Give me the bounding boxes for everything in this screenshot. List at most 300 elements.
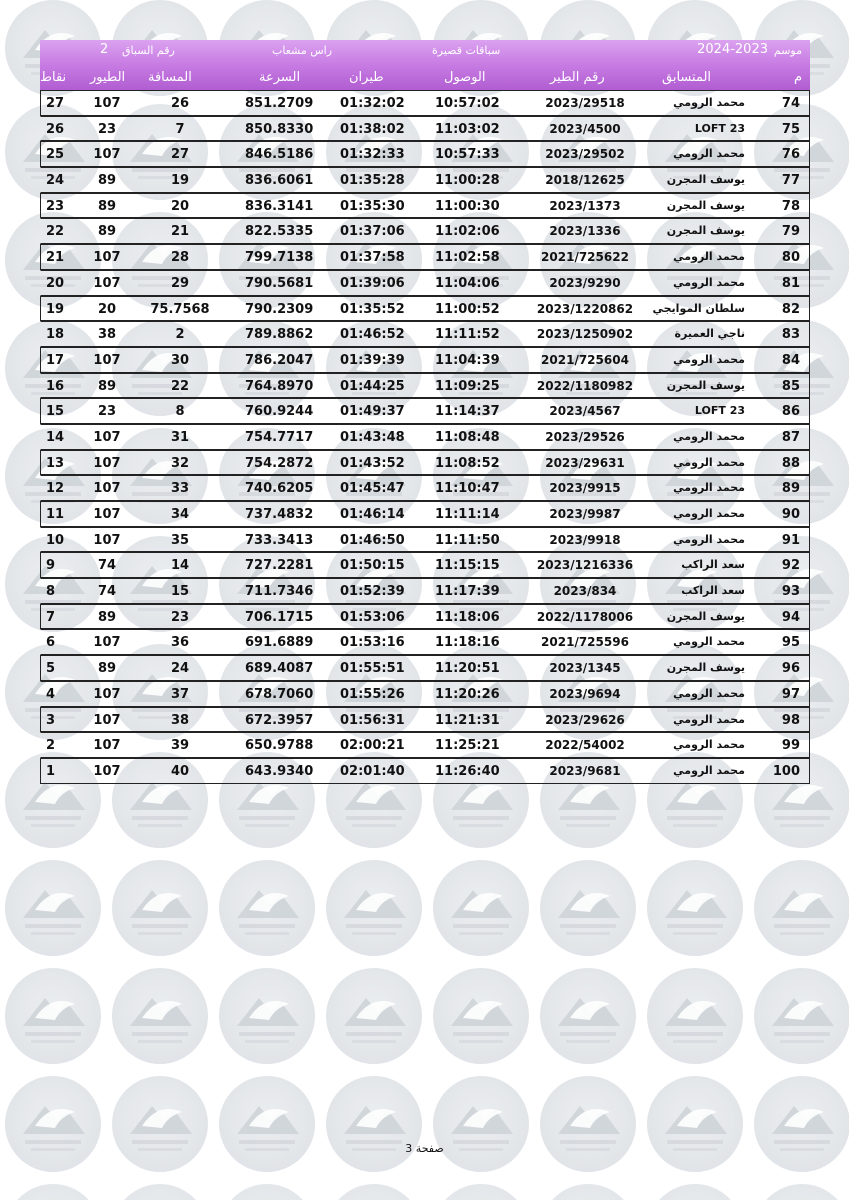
watermark-logo — [540, 968, 636, 1064]
arrival-cell: 11:20:51 — [435, 661, 500, 677]
ring-number-cell: 2023/9987 — [549, 507, 621, 521]
rank-cell: 86 — [781, 404, 800, 420]
birds-cell: 107 — [93, 96, 121, 111]
points-cell: 19 — [46, 301, 65, 317]
flight-time-cell: 01:46:50 — [340, 532, 405, 548]
arrival-cell: 11:21:31 — [435, 712, 500, 728]
table-row — [40, 475, 810, 501]
rank-cell: 95 — [781, 635, 800, 651]
name-cell: يوسف المجرن — [666, 173, 745, 187]
watermark-logo — [112, 968, 208, 1064]
col-header-rank: م — [793, 70, 802, 85]
watermark-logo — [754, 968, 849, 1064]
flight-time-cell: 01:39:06 — [340, 275, 405, 291]
points-cell: 10 — [46, 532, 65, 548]
birds-cell: 107 — [93, 763, 121, 779]
ring-number-cell: 2023/29518 — [545, 96, 625, 110]
name-cell: محمد الرومي — [673, 763, 745, 777]
ring-number-cell: 2023/9918 — [549, 532, 621, 547]
points-cell: 6 — [46, 635, 56, 651]
speed-cell: 790.2309 — [245, 301, 314, 317]
speed-cell: 727.2281 — [245, 558, 314, 574]
birds-cell: 23 — [97, 404, 117, 420]
birds-cell: 107 — [93, 507, 121, 522]
col-header-arrival: الوصول — [444, 70, 486, 85]
flight-time-cell: 01:35:52 — [340, 301, 405, 317]
points-cell: 3 — [46, 712, 56, 728]
ring-number-cell: 2023/9694 — [549, 686, 621, 701]
watermark-logo — [647, 860, 743, 956]
flight-time-cell: 01:38:02 — [340, 121, 405, 137]
distance-cell: 36 — [170, 635, 190, 651]
speed-cell: 789.8862 — [245, 327, 314, 343]
name-cell: يوسف المجرن — [666, 224, 745, 238]
table-row — [40, 167, 810, 193]
rank-cell: 100 — [772, 763, 800, 779]
watermark-logo — [433, 1184, 529, 1200]
ring-number-cell: 2023/29631 — [545, 455, 625, 470]
watermark-logo — [433, 1076, 529, 1172]
ring-number-cell: 2023/1220862 — [536, 301, 634, 316]
table-row — [40, 655, 810, 681]
watermark-logo — [326, 860, 422, 956]
ring-number-cell: 2023/1250902 — [536, 327, 634, 342]
name-cell: محمد الرومي — [673, 147, 745, 161]
points-cell: 25 — [46, 147, 65, 163]
arrival-cell: 11:02:58 — [435, 250, 500, 266]
distance-cell: 39 — [170, 738, 190, 754]
ring-number-cell: 2023/834 — [553, 584, 617, 599]
flight-time-cell: 01:43:52 — [340, 455, 405, 471]
rank-cell: 75 — [781, 121, 800, 137]
table-row — [40, 90, 810, 116]
distance-cell: 24 — [170, 661, 190, 677]
arrival-cell: 11:09:25 — [435, 378, 500, 394]
points-cell: 23 — [46, 198, 65, 214]
points-cell: 22 — [46, 224, 65, 240]
speed-cell: 764.8970 — [245, 378, 314, 394]
table-row — [40, 629, 810, 655]
speed-cell: 733.3413 — [245, 532, 314, 548]
flight-time-cell: 01:35:28 — [340, 173, 405, 189]
distance-cell: 2 — [175, 327, 185, 343]
name-cell: محمد الرومي — [673, 712, 745, 726]
results-sheet — [40, 40, 810, 784]
speed-cell: 850.8330 — [245, 121, 314, 137]
birds-cell: 74 — [97, 558, 117, 574]
ring-number-cell: 2021/725596 — [541, 635, 629, 650]
flight-time-cell: 01:53:06 — [340, 609, 405, 625]
arrival-cell: 11:11:52 — [435, 327, 500, 343]
birds-cell: 23 — [97, 121, 117, 137]
watermark-logo — [219, 860, 315, 956]
speed-cell: 672.3957 — [245, 712, 314, 728]
table-row — [40, 681, 810, 707]
distance-cell: 7 — [175, 121, 185, 137]
watermark-logo — [433, 860, 529, 956]
birds-cell: 107 — [93, 147, 121, 163]
ring-number-cell: 2022/1180982 — [536, 378, 634, 393]
birds-cell: 107 — [93, 532, 121, 548]
arrival-cell: 11:00:28 — [435, 173, 500, 189]
speed-cell: 760.9244 — [245, 404, 314, 420]
distance-cell: 31 — [170, 429, 190, 445]
watermark-logo — [219, 1076, 315, 1172]
table-row — [40, 347, 810, 373]
race-number-label: رقم السباق — [122, 44, 175, 57]
flight-time-cell: 02:00:21 — [340, 738, 405, 754]
arrival-cell: 11:26:40 — [435, 763, 500, 779]
distance-cell: 35 — [170, 532, 190, 548]
flight-time-cell: 01:32:02 — [340, 96, 405, 111]
season-label: موسم — [773, 44, 802, 57]
table-row — [40, 141, 810, 167]
rank-cell: 87 — [781, 429, 800, 445]
birds-cell: 107 — [93, 635, 121, 651]
table-row — [40, 218, 810, 244]
speed-cell: 650.9788 — [245, 738, 314, 754]
name-cell: محمد الرومي — [673, 275, 745, 289]
rank-cell: 99 — [781, 738, 800, 754]
speed-cell: 790.5681 — [245, 275, 314, 291]
ring-number-cell: 2018/12625 — [545, 173, 625, 188]
speed-cell: 846.5186 — [245, 147, 314, 163]
name-cell: محمد الرومي — [673, 738, 745, 752]
speed-cell: 799.7138 — [245, 250, 314, 266]
birds-cell: 89 — [97, 378, 117, 394]
ring-number-cell: 2022/1178006 — [536, 609, 634, 624]
points-cell: 18 — [46, 327, 65, 343]
points-cell: 21 — [46, 250, 65, 266]
birds-cell: 89 — [97, 198, 117, 214]
distance-cell: 27 — [170, 147, 190, 163]
distance-cell: 19 — [170, 173, 190, 189]
points-cell: 9 — [46, 558, 56, 574]
name-cell: يوسف المجرن — [666, 609, 745, 623]
ring-number-cell: 2023/1345 — [549, 661, 621, 676]
rank-cell: 84 — [781, 352, 800, 368]
points-cell: 11 — [46, 507, 65, 522]
watermark-logo — [5, 860, 101, 956]
watermark-logo — [219, 1184, 315, 1200]
name-cell: محمد الرومي — [673, 532, 745, 546]
points-cell: 12 — [46, 481, 65, 497]
points-cell: 26 — [46, 121, 65, 137]
table-row — [40, 373, 810, 399]
speed-cell: 836.3141 — [245, 198, 314, 214]
speed-cell: 706.1715 — [245, 609, 314, 625]
watermark-logo — [326, 1076, 422, 1172]
table-row — [40, 450, 810, 476]
points-cell: 17 — [46, 352, 65, 368]
arrival-cell: 11:10:47 — [435, 481, 500, 497]
watermark-logo — [647, 1076, 743, 1172]
rank-cell: 80 — [781, 250, 800, 266]
ring-number-cell: 2022/54002 — [545, 738, 625, 753]
rank-cell: 74 — [781, 96, 800, 111]
flight-time-cell: 01:55:51 — [340, 661, 405, 677]
name-cell: يوسف المجرن — [666, 378, 745, 392]
rank-cell: 85 — [781, 378, 800, 394]
distance-cell: 29 — [170, 275, 190, 291]
watermark-logo — [433, 968, 529, 1064]
distance-cell: 32 — [170, 455, 190, 471]
arrival-cell: 11:18:06 — [435, 609, 500, 625]
birds-cell: 107 — [93, 712, 121, 728]
points-cell: 15 — [46, 404, 65, 420]
arrival-cell: 11:00:52 — [435, 301, 500, 317]
birds-cell: 89 — [97, 661, 117, 677]
col-header-points: نقاط — [40, 70, 67, 85]
watermark-logo — [647, 968, 743, 1064]
arrival-cell: 11:25:21 — [435, 738, 500, 754]
points-cell: 4 — [46, 686, 56, 702]
table-row — [40, 398, 810, 424]
speed-cell: 786.2047 — [245, 352, 314, 368]
table-row — [40, 270, 810, 296]
arrival-cell: 11:17:39 — [435, 584, 500, 600]
flight-time-cell: 01:32:33 — [340, 147, 405, 163]
name-cell: محمد الرومي — [673, 429, 745, 443]
ring-number-cell: 2023/1336 — [549, 224, 621, 239]
points-cell: 2 — [46, 738, 56, 754]
rank-cell: 96 — [781, 661, 800, 677]
name-cell: ناجي العميرة — [674, 327, 745, 341]
speed-cell: 822.5335 — [245, 224, 314, 240]
flight-time-cell: 01:44:25 — [340, 378, 405, 394]
speed-cell: 740.6205 — [245, 481, 314, 497]
col-header-distance: المسافة — [148, 70, 192, 85]
ring-number-cell: 2023/29502 — [545, 147, 625, 162]
name-cell: سعد الراكب — [681, 558, 745, 572]
flight-time-cell: 01:45:47 — [340, 481, 405, 497]
ring-number-cell: 2023/1216336 — [536, 558, 634, 573]
points-cell: 7 — [46, 609, 56, 625]
birds-cell: 107 — [93, 455, 121, 471]
watermark-logo — [647, 1184, 743, 1200]
table-row — [40, 296, 810, 322]
speed-cell: 711.7346 — [245, 584, 314, 600]
arrival-cell: 11:02:06 — [435, 224, 500, 240]
flight-time-cell: 01:46:14 — [340, 507, 405, 522]
birds-cell: 89 — [97, 224, 117, 240]
watermark-logo — [754, 1184, 849, 1200]
arrival-cell: 11:20:26 — [435, 686, 500, 702]
col-header-name: المتسابق — [662, 70, 712, 85]
arrival-cell: 11:04:06 — [435, 275, 500, 291]
ring-number-cell: 2021/725622 — [541, 250, 629, 265]
name-cell: محمد الرومي — [673, 686, 745, 700]
birds-cell: 89 — [97, 609, 117, 625]
points-cell: 1 — [46, 763, 56, 779]
ring-number-cell: 2023/9915 — [549, 481, 621, 496]
table-row — [40, 193, 810, 219]
table-row — [40, 578, 810, 604]
points-cell: 27 — [46, 96, 65, 111]
name-cell: محمد الرومي — [673, 250, 745, 264]
flight-time-cell: 01:35:30 — [340, 198, 405, 214]
name-cell: محمد الرومي — [673, 481, 745, 495]
birds-cell: 38 — [97, 327, 117, 343]
race-category: سباقات قصيرة — [432, 44, 501, 57]
watermark-logo — [754, 860, 849, 956]
birds-cell: 107 — [93, 686, 121, 702]
points-cell: 8 — [46, 584, 56, 600]
name-cell: يوسف المجرن — [666, 198, 745, 212]
table-row — [40, 424, 810, 450]
speed-cell: 689.4087 — [245, 661, 314, 677]
distance-cell: 22 — [170, 378, 190, 394]
ring-number-cell: 2023/29626 — [545, 712, 625, 727]
table-row — [40, 116, 810, 142]
birds-cell: 107 — [93, 275, 121, 291]
watermark-logo — [540, 860, 636, 956]
watermark-logo — [219, 968, 315, 1064]
points-cell: 20 — [46, 275, 65, 291]
speed-cell: 691.6889 — [245, 635, 314, 651]
flight-time-cell: 01:43:48 — [340, 429, 405, 445]
name-cell: محمد الرومي — [673, 352, 745, 366]
distance-cell: 15 — [170, 584, 190, 600]
ring-number-cell: 2021/725604 — [541, 352, 629, 367]
speed-cell: 754.7717 — [245, 429, 314, 445]
rank-cell: 89 — [781, 481, 800, 497]
flight-time-cell: 01:49:37 — [340, 404, 405, 420]
flight-time-cell: 01:56:31 — [340, 712, 405, 728]
arrival-cell: 11:00:30 — [435, 198, 500, 214]
arrival-cell: 11:08:48 — [435, 429, 500, 445]
speed-cell: 754.2872 — [245, 455, 314, 471]
points-cell: 16 — [46, 378, 65, 394]
table-row — [40, 758, 810, 784]
rank-cell: 97 — [781, 686, 800, 702]
ring-number-cell: 2023/9290 — [549, 275, 621, 290]
points-cell: 14 — [46, 429, 65, 445]
points-cell: 5 — [46, 661, 56, 677]
watermark-logo — [540, 1076, 636, 1172]
birds-cell: 107 — [93, 481, 121, 497]
table-row — [40, 527, 810, 553]
name-cell: محمد الرومي — [673, 635, 745, 649]
ring-number-cell: 2023/9681 — [549, 763, 621, 778]
table-row — [40, 552, 810, 578]
col-header-speed: السرعة — [259, 70, 301, 85]
table-row — [40, 707, 810, 733]
distance-cell: 75.7568 — [150, 301, 210, 317]
table-row — [40, 732, 810, 758]
distance-cell: 20 — [170, 198, 190, 214]
speed-cell: 643.9340 — [245, 763, 314, 779]
speed-cell: 678.7060 — [245, 686, 314, 702]
speed-cell: 851.2709 — [245, 96, 314, 111]
ring-number-cell: 2023/1373 — [549, 198, 621, 213]
rank-cell: 77 — [781, 173, 800, 189]
watermark-logo — [112, 1184, 208, 1200]
name-cell: LOFT 23 — [694, 404, 745, 418]
ring-number-cell: 2023/4500 — [549, 121, 621, 136]
rank-cell: 79 — [781, 224, 800, 240]
points-cell: 13 — [46, 455, 65, 471]
watermark-logo — [5, 968, 101, 1064]
arrival-cell: 11:15:15 — [435, 558, 500, 574]
distance-cell: 8 — [175, 404, 185, 420]
rank-cell: 76 — [781, 147, 800, 163]
birds-cell: 107 — [93, 250, 121, 266]
watermark-logo — [754, 1076, 849, 1172]
rank-cell: 98 — [781, 712, 800, 728]
name-cell: محمد الرومي — [673, 455, 745, 469]
rank-cell: 91 — [781, 532, 800, 548]
flight-time-cell: 01:55:26 — [340, 686, 405, 702]
speed-cell: 836.6061 — [245, 173, 314, 189]
distance-cell: 28 — [170, 250, 190, 266]
flight-time-cell: 01:39:39 — [340, 352, 405, 368]
watermark-logo — [5, 1076, 101, 1172]
rank-cell: 88 — [781, 455, 800, 471]
watermark-logo — [5, 1184, 101, 1200]
rank-cell: 90 — [781, 507, 800, 522]
flight-time-cell: 01:37:58 — [340, 250, 405, 266]
watermark-logo — [326, 1184, 422, 1200]
flight-time-cell: 01:53:16 — [340, 635, 405, 651]
distance-cell: 26 — [170, 96, 190, 111]
page-number: صفحة 3 — [405, 1142, 444, 1155]
birds-cell: 107 — [93, 738, 121, 754]
arrival-cell: 11:04:39 — [435, 352, 500, 368]
distance-cell: 21 — [170, 224, 190, 240]
name-cell: يوسف المجرن — [666, 661, 745, 675]
name-cell: سعد الراكب — [681, 584, 745, 598]
arrival-cell: 11:14:37 — [435, 404, 500, 420]
distance-cell: 23 — [170, 609, 190, 625]
flight-time-cell: 02:01:40 — [340, 763, 405, 779]
distance-cell: 14 — [170, 558, 190, 574]
arrival-cell: 11:11:14 — [435, 507, 500, 522]
watermark-logo — [112, 860, 208, 956]
rank-cell: 94 — [781, 609, 800, 625]
speed-cell: 737.4832 — [245, 507, 314, 522]
ring-number-cell: 2023/29526 — [545, 429, 625, 444]
birds-cell: 107 — [93, 429, 121, 445]
distance-cell: 34 — [170, 507, 190, 522]
table-row — [40, 321, 810, 347]
distance-cell: 30 — [170, 352, 190, 368]
birds-cell: 89 — [97, 173, 117, 189]
distance-cell: 38 — [170, 712, 190, 728]
arrival-cell: 11:08:52 — [435, 455, 500, 471]
birds-cell: 20 — [97, 301, 117, 317]
arrival-cell: 11:18:16 — [435, 635, 500, 651]
race-location: راس مشعاب — [272, 44, 333, 57]
arrival-cell: 10:57:33 — [435, 147, 500, 163]
table-row — [40, 244, 810, 270]
rank-cell: 92 — [781, 558, 800, 574]
flight-time-cell: 01:37:06 — [340, 224, 405, 240]
arrival-cell: 11:03:02 — [435, 121, 500, 137]
watermark-logo — [326, 968, 422, 1064]
rank-cell: 81 — [781, 275, 800, 291]
rank-cell: 78 — [781, 198, 800, 214]
name-cell: محمد الرومي — [673, 96, 745, 109]
name-cell: محمد الرومي — [673, 507, 745, 520]
birds-cell: 107 — [93, 352, 121, 368]
distance-cell: 33 — [170, 481, 190, 497]
table-row — [40, 501, 810, 527]
rank-cell: 93 — [781, 584, 800, 600]
rank-cell: 83 — [781, 327, 800, 343]
distance-cell: 40 — [170, 763, 190, 779]
name-cell: LOFT 23 — [694, 121, 745, 135]
